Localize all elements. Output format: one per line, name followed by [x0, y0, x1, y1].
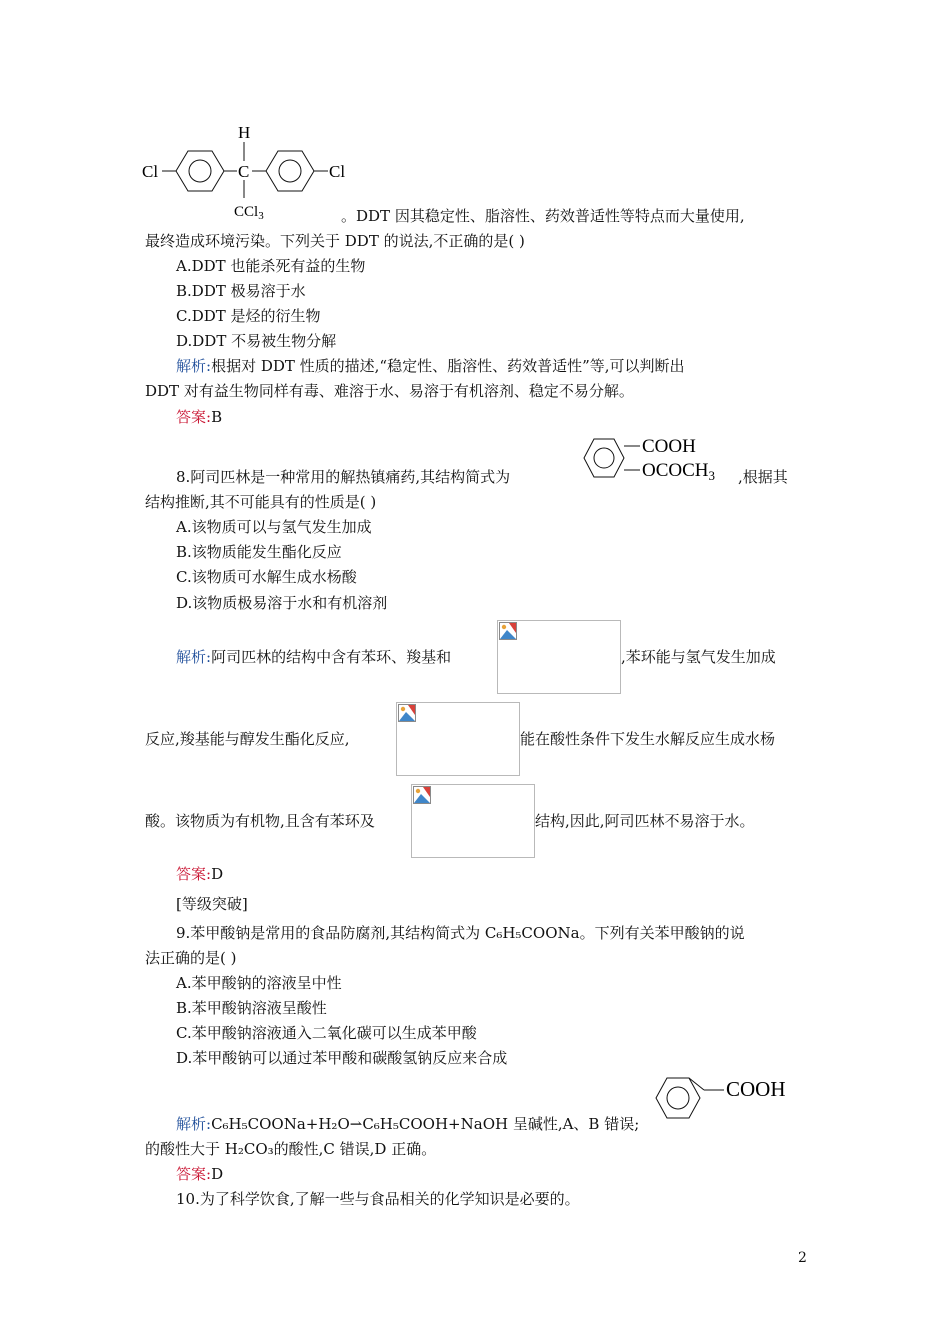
q9-answer-value: D: [211, 1165, 224, 1183]
q9-analysis-label: 解析:: [176, 1115, 212, 1133]
ddt-analysis-line2: DDT 对有益生物同样有毒、难溶于水、易溶于有机溶剂、稳定不易分解。: [145, 382, 634, 400]
q9-analysis-text1: C₆H₅COONa+H₂O⇀C₆H₅COOH+NaOH 呈碱性,A、B 错误;: [211, 1115, 640, 1133]
ddt-answer: [176, 407, 222, 427]
q8-analysis-label: 解析:: [176, 648, 212, 666]
broken-image-1: [497, 620, 621, 694]
benzoic-acid-structure: [650, 1070, 808, 1124]
benzoic-ring: [656, 1078, 700, 1118]
ddt-option-c: C.DDT 是烃的衍生物: [176, 307, 321, 325]
ddt-option-d: D.DDT 不易被生物分解: [176, 332, 337, 350]
q10-line1: 10.为了科学饮食,了解一些与食品相关的化学知识是必要的。: [176, 1190, 580, 1208]
ddt-left-ring: [176, 151, 224, 191]
page-number: 2: [798, 1250, 807, 1266]
section-title: [等级突破]: [176, 895, 248, 913]
q8-answer-label: 答案:: [176, 865, 212, 883]
aspirin-cooh: COOH: [642, 436, 696, 457]
q9-option-a: A.苯甲酸钠的溶液呈中性: [176, 974, 342, 992]
ddt-right-ring-inner: [279, 160, 301, 182]
ddt-question-line1: 。DDT 因其稳定性、脂溶性、药效普适性等特点而大量使用,: [341, 207, 745, 225]
q9-analysis-line2: 的酸性大于 H₂CO₃的酸性,C 错误,D 正确。: [145, 1140, 437, 1158]
broken-image-icon: [499, 622, 517, 640]
q8-analysis-line2-right: 能在酸性条件下发生水解反应生成水杨: [520, 730, 776, 748]
q9-answer: [176, 1164, 223, 1184]
q8-option-a: A.该物质可以与氢气发生加成: [176, 518, 372, 536]
ddt-answer-value: B: [211, 408, 223, 426]
q8-analysis-line1: [176, 647, 451, 667]
ddt-cl-left: Cl: [142, 162, 159, 181]
q8-analysis-line3-right: 结构,因此,阿司匹林不易溶于水。: [535, 812, 755, 830]
broken-image-3: [411, 784, 535, 858]
ddt-c: C: [238, 162, 250, 181]
aspirin-ring-inner: [594, 448, 614, 468]
broken-image-icon: [398, 704, 416, 722]
q8-answer: [176, 864, 223, 884]
q8-analysis-line3-left: 酸。该物质为有机物,且含有苯环及: [145, 812, 375, 830]
q9-option-b: B.苯甲酸钠溶液呈酸性: [176, 999, 327, 1017]
ddt-answer-label: 答案:: [176, 408, 212, 426]
q8-line1-a: 8.阿司匹林是一种常用的解热镇痛药,其结构简式为: [176, 468, 511, 486]
q9-line2: 法正确的是( ): [145, 949, 237, 967]
broken-image-icon: [413, 786, 431, 804]
q9-line1: 9.苯甲酸钠是常用的食品防腐剂,其结构简式为 C₆H₅COONa。下列有关苯甲酸钠的说: [176, 924, 745, 942]
q8-option-c: C.该物质可水解生成水杨酸: [176, 568, 357, 586]
q8-option-d: D.该物质极易溶于水和有机溶剂: [176, 594, 388, 612]
ddt-option-a: A.DDT 也能杀死有益的生物: [176, 257, 366, 275]
ddt-analysis-label: 解析:: [176, 357, 212, 375]
benzoic-bond: [689, 1078, 704, 1090]
aspirin-structure: [580, 430, 740, 488]
ddt-h: H: [238, 123, 251, 142]
q9-answer-label: 答案:: [176, 1165, 212, 1183]
q8-line2: 结构推断,其不可能具有的性质是( ): [145, 493, 377, 511]
q8-analysis-text1: 阿司匹林的结构中含有苯环、羧基和: [211, 648, 452, 666]
ddt-ccl3: CCl$_3$: [234, 204, 264, 222]
q9-analysis-line1: [176, 1114, 639, 1134]
q9-option-d: D.苯甲酸钠可以通过苯甲酸和碳酸氢钠反应来合成: [176, 1049, 508, 1067]
ddt-analysis-text1: 根据对 DDT 性质的描述,“稳定性、脂溶性、药效普适性”等,可以判断出: [211, 357, 685, 375]
q8-option-b: B.该物质能发生酯化反应: [176, 543, 342, 561]
ddt-cl-right: Cl: [329, 162, 346, 181]
ddt-question-line2: 最终造成环境污染。下列关于 DDT 的说法,不正确的是( ): [145, 232, 525, 250]
ddt-analysis-line1: [176, 356, 685, 376]
aspirin-ring: [584, 439, 624, 477]
q8-analysis-line2-left: 反应,羧基能与醇发生酯化反应,: [145, 730, 350, 748]
aspirin-ococh3: $OCOCH_3$: [642, 460, 716, 483]
benzoic-ring-inner: [667, 1087, 689, 1109]
q8-line1-b: ,根据其: [738, 468, 788, 486]
benzoic-cooh: COOH: [726, 1077, 786, 1101]
ddt-option-b: B.DDT 极易溶于水: [176, 282, 306, 300]
q9-option-c: C.苯甲酸钠溶液通入二氧化碳可以生成苯甲酸: [176, 1024, 477, 1042]
q8-analysis-line1-right: ,苯环能与氢气发生加成: [621, 648, 776, 666]
ddt-structure: [140, 118, 360, 228]
ddt-right-ring: [266, 151, 314, 191]
broken-image-2: [396, 702, 520, 776]
ddt-left-ring-inner: [189, 160, 211, 182]
q8-answer-value: D: [211, 865, 224, 883]
